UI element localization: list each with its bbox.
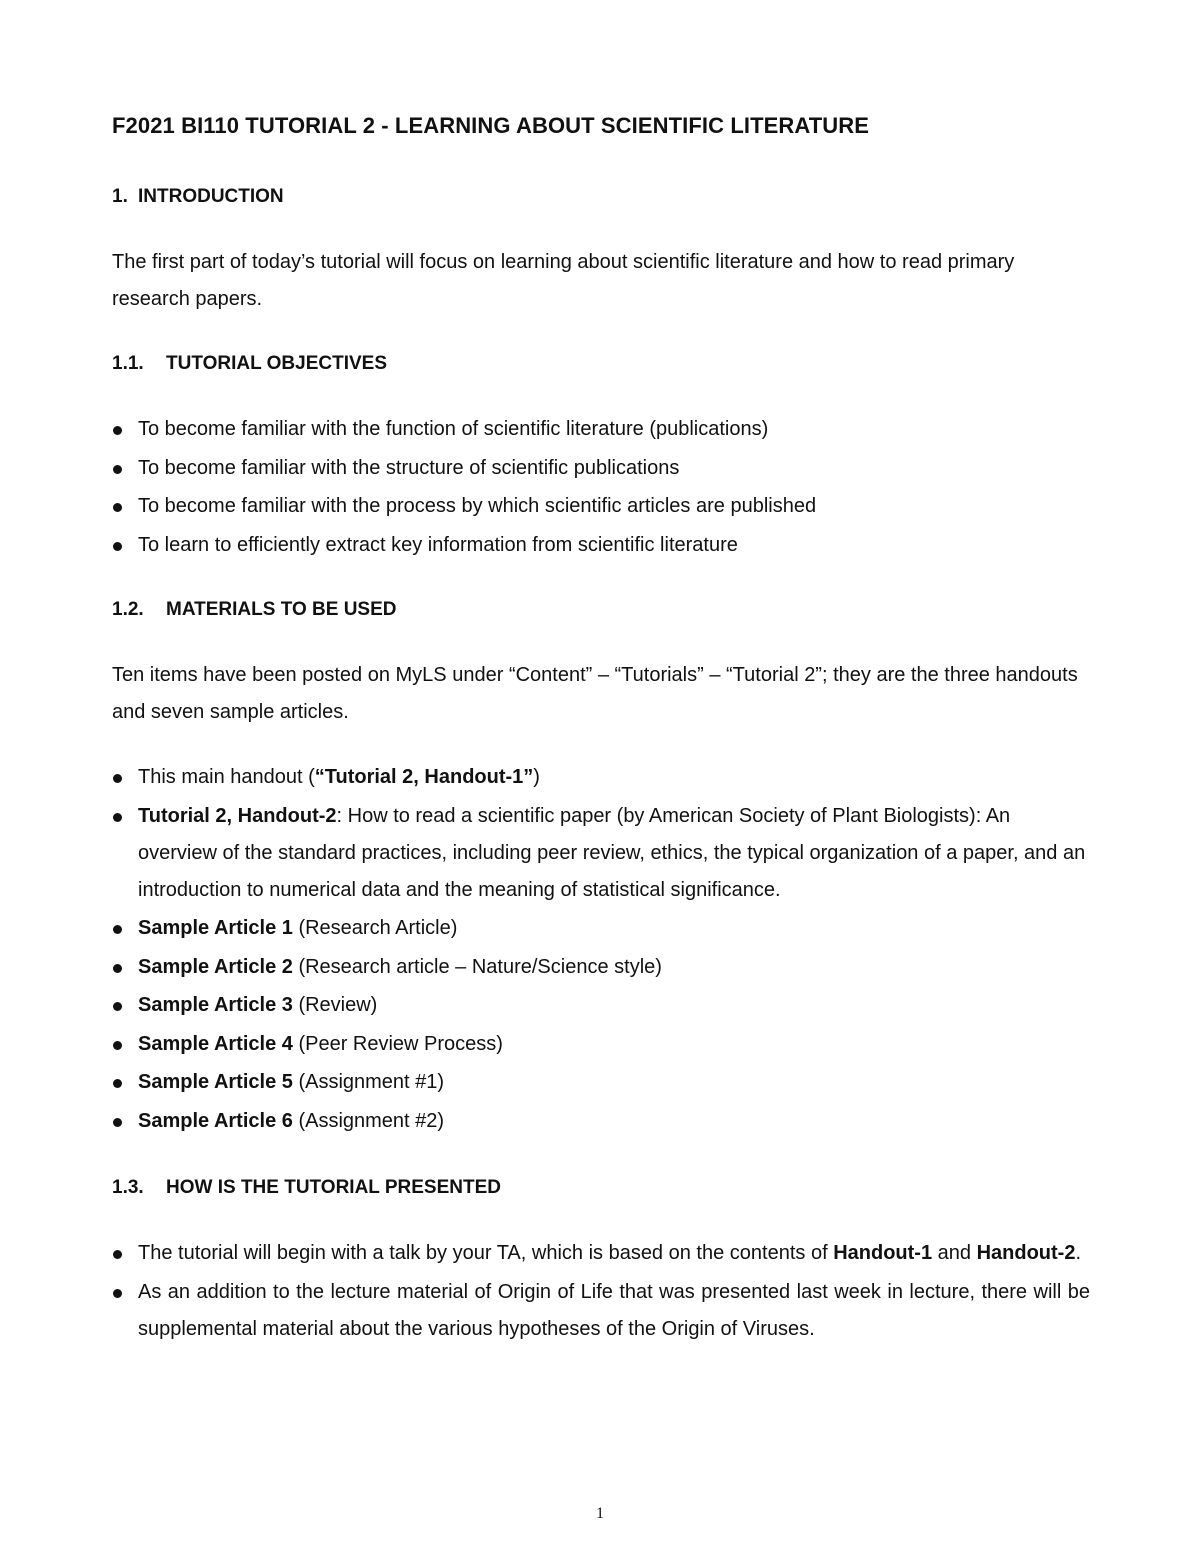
section-number: 1.1.: [112, 353, 144, 374]
section-number: 1.3.: [112, 1177, 144, 1198]
item-bold-text: Sample Article 2: [138, 955, 293, 978]
bullet-icon: [113, 426, 122, 435]
item-text: This main handout (: [138, 766, 315, 788]
item-bold-text: “Tutorial 2, Handout-1”: [314, 766, 534, 788]
section-title: TUTORIAL OBJECTIVES: [166, 353, 387, 374]
item-text: .: [1075, 1242, 1082, 1264]
list-item: [112, 987, 1090, 1024]
bullet-icon: [113, 1041, 122, 1050]
bullet-icon: [113, 542, 122, 551]
list-item: [112, 411, 1090, 448]
list-item: [112, 910, 1090, 947]
item-text: (Review): [292, 994, 378, 1016]
introduction-paragraph: The first part of today’s tutorial will focus on learning about scientific literature and how to read primary research papers.: [112, 251, 1015, 310]
list-item: [112, 1026, 1090, 1063]
list-item: [112, 798, 1090, 909]
list-item: [112, 759, 1090, 796]
section-title: MATERIALS TO BE USED: [166, 599, 397, 620]
item-bold-text: Handout-2: [976, 1242, 1076, 1264]
section-1-3-heading: [112, 1177, 501, 1199]
item-bold-text: Sample Article 3: [138, 994, 293, 1016]
objective-text: To become familiar with the process by which scientific articles are published: [138, 495, 817, 517]
item-text: The tutorial will begin with a talk by your TA, which is based on the contents of: [138, 1242, 834, 1264]
item-bold-text: Sample Article 1: [138, 917, 293, 939]
bullet-icon: [113, 1118, 122, 1127]
page-number: 1: [596, 1505, 604, 1522]
objective-text: To become familiar with the structure of scientific publications: [138, 456, 680, 479]
bullet-icon: [113, 1079, 122, 1088]
section-number: 1.: [112, 186, 128, 207]
bullet-icon: [113, 1002, 122, 1011]
list-item: [112, 488, 1090, 525]
item-text: (Peer Review Process): [292, 1032, 503, 1055]
bullet-icon: [113, 813, 122, 822]
list-item: [112, 949, 1090, 986]
bullet-icon: [113, 925, 122, 934]
section-1-2-heading: [112, 599, 396, 621]
section-1-1-heading: [112, 353, 387, 375]
presentation-list: [112, 1235, 1090, 1349]
materials-list: [112, 759, 1090, 1141]
bullet-icon: [113, 465, 122, 474]
item-text: (Research article – Nature/Science style): [292, 955, 662, 978]
list-item: [112, 1274, 1090, 1348]
item-text: (Assignment #2): [292, 1109, 445, 1132]
bullet-icon: [113, 1250, 122, 1259]
list-item: [112, 1103, 1090, 1140]
list-item: [112, 527, 1090, 564]
objective-text: To become familiar with the function of scientific literature (publications): [138, 418, 769, 440]
item-text: (Research Article): [292, 917, 458, 939]
bullet-icon: [113, 503, 122, 512]
document-title: F2021 BI110 TUTORIAL 2 - LEARNING ABOUT SCIENTIFIC LITERATURE: [112, 113, 870, 138]
item-bold-text: Sample Article 6: [138, 1109, 293, 1132]
section-1-heading: [112, 186, 284, 208]
item-bold-text: Tutorial 2, Handout-2: [138, 804, 337, 827]
list-item: [112, 450, 1090, 487]
bullet-icon: [113, 964, 122, 973]
materials-paragraph: Ten items have been posted on MyLS under “Content” – “Tutorials” – “Tutorial 2”; they are the three handouts and seven sample articles.: [112, 664, 1078, 723]
objectives-list: [112, 411, 1090, 565]
item-text: (Assignment #1): [292, 1071, 445, 1093]
section-title: HOW IS THE TUTORIAL PRESENTED: [166, 1177, 501, 1198]
list-item: [112, 1235, 1090, 1272]
item-text: and: [932, 1242, 977, 1264]
section-title: INTRODUCTION: [138, 186, 284, 207]
bullet-icon: [113, 1289, 122, 1298]
item-bold-text: Handout-1: [833, 1242, 933, 1264]
item-text: As an addition to the lecture material of Origin of Life that was presented last week in lecture, there will be supplemental material about the various hypotheses of the Origin of Viruses.: [138, 1280, 1090, 1340]
item-bold-text: Sample Article 4: [138, 1032, 293, 1055]
list-item: [112, 1064, 1090, 1101]
bullet-icon: [113, 774, 122, 783]
item-bold-text: Sample Article 5: [138, 1071, 293, 1093]
section-number: 1.2.: [112, 599, 144, 620]
item-text: ): [533, 766, 540, 788]
item-text: : How to read a scientific paper (by American Society of Plant Biologists): An overview of the standard practices, including peer review, ethics, the typical organization of a paper, and an introduction to numerical data and the meaning of statistical significance.: [138, 804, 1086, 901]
objective-text: To learn to efficiently extract key information from scientific literature: [138, 533, 738, 556]
